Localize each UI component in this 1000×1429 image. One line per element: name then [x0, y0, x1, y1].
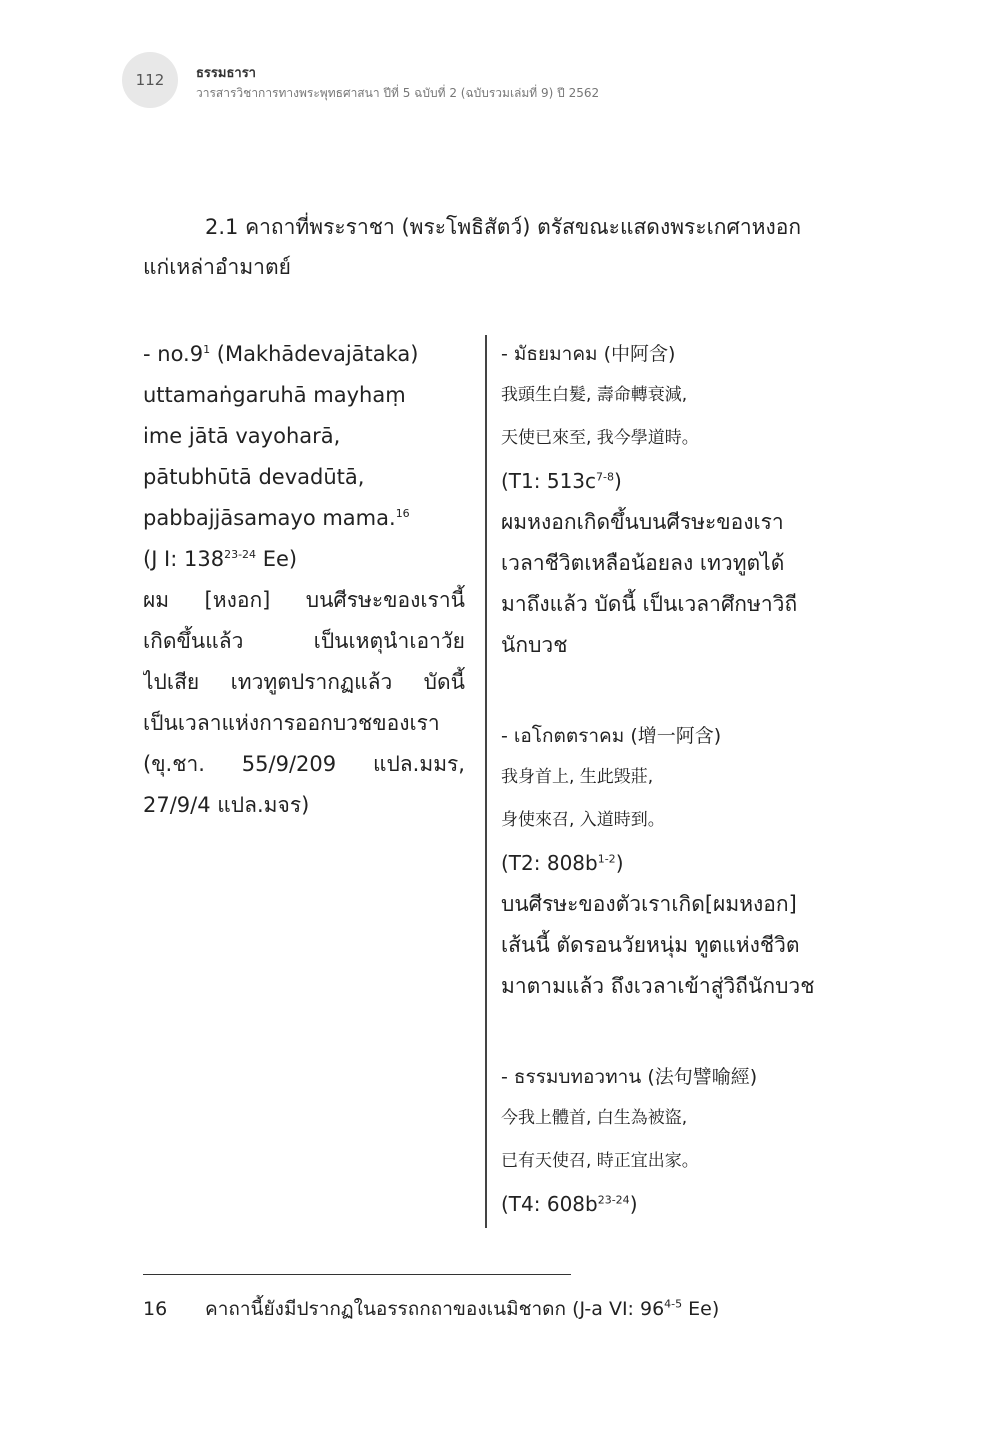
chinese-verse-line: 身使來召, 入道時到。	[501, 810, 665, 830]
section-heading	[143, 207, 843, 287]
footnote-separator	[143, 1274, 571, 1275]
thai-translation-line: เส้นนี้ ตัดรอนวัยหนุ่ม ทูตแห่งชีวิต	[501, 933, 800, 957]
pali-column	[143, 334, 465, 826]
reference-text: Ee)	[256, 547, 298, 571]
taisho-reference	[501, 842, 831, 884]
section-heading-line: 2.1 คาถาที่พระราชา (พระโพธิสัตว์) ตรัสขณะแสดงพระเกศาหงอก	[205, 215, 802, 239]
source-name: (Makhādevajātaka)	[210, 342, 419, 366]
thai-translation-line: บนศีรษะของตัวเราเกิด[ผมหงอก]	[501, 892, 797, 916]
section-heading-line: แก่เหล่าอำมาตย์	[143, 255, 291, 279]
thai-translation-line: ไปเสีย เทวทูตปรากฏแล้ว บัดนี้	[143, 670, 465, 694]
pali-verse-line: ime jātā vayoharā,	[143, 424, 341, 448]
footnote-text: คาถานี้ยังมีปรากฏในอรรถกถาของเนมิชาดก (J-a VI: 96	[205, 1298, 665, 1320]
footnote-ref: 16	[395, 507, 410, 520]
thai-translation-line: (ขุ.ชา. 55/9/209 แปล.มมร,	[143, 752, 465, 776]
footnote	[143, 1294, 863, 1324]
thai-translation-line: นักบวช	[501, 633, 568, 657]
thai-translation-line: เกิดขึ้นแล้ว เป็นเหตุนำเอาวัย	[143, 629, 465, 653]
thai-translation-line: เวลาชีวิตเหลือน้อยลง เทวทูตได้	[501, 551, 785, 575]
pali-verse-line	[143, 498, 465, 539]
chinese-verse-line: 我身首上, 生此毁莊,	[501, 767, 654, 787]
pali-verse-text: pabbajjāsamayo mama.	[143, 506, 396, 530]
section-gap	[501, 666, 831, 716]
source-label: - no.9	[143, 342, 204, 366]
taisho-reference	[501, 1183, 831, 1225]
reference-sup: 1-2	[597, 852, 616, 866]
footnote-text-end: Ee)	[682, 1298, 720, 1320]
chinese-verse-line: 我頭生白髮, 壽命轉衰減,	[501, 385, 688, 405]
footnote-ref: 1	[203, 343, 211, 356]
journal-title: ธรรมธารา	[196, 66, 256, 81]
reference-text: (T2: 808b	[501, 851, 598, 875]
reference-text: )	[629, 1192, 638, 1216]
thai-translation-line: ผมหงอกเกิดขึ้นบนศีรษะของเรา	[501, 510, 784, 534]
thai-translation-line: เป็นเวลาแห่งการออกบวชของเรา	[143, 711, 440, 735]
footnote-number: 16	[143, 1298, 168, 1320]
chinese-verse-line: 已有天使召, 時正宜出家。	[501, 1151, 699, 1171]
thai-translation-line: ผม [หงอก] บนศีรษะของเรานี้	[143, 588, 465, 612]
thai-translation-line: 27/9/4 แปล.มจร)	[143, 793, 310, 817]
parallel-heading: - เอโกตตราคม (增一阿含)	[501, 725, 722, 747]
section-gap	[501, 1007, 831, 1057]
reference-text: (T4: 608b	[501, 1192, 598, 1216]
reference-text: )	[613, 469, 622, 493]
column-divider	[485, 335, 487, 1228]
source-title	[143, 334, 465, 375]
reference-text: )	[615, 851, 624, 875]
footnote-sup: 4-5	[664, 1297, 683, 1311]
chinese-parallels-column	[501, 334, 831, 1225]
reference-text: (T1: 513c	[501, 469, 597, 493]
pali-verse-line: uttamaṅgaruhā mayhaṃ	[143, 383, 406, 407]
parallel-heading: - ธรรมบทอวทาน (法句譬喻經)	[501, 1066, 758, 1088]
thai-translation-line: มาตามแล้ว ถึงเวลาเข้าสู่วิถีนักบวช	[501, 974, 815, 998]
taisho-reference	[501, 460, 831, 502]
reference-sup: 23-24	[597, 1193, 630, 1207]
thai-translation-line: มาถึงแล้ว บัดนี้ เป็นเวลาศึกษาวิถี	[501, 592, 798, 616]
pali-verse-line: pātubhūtā devadūtā,	[143, 465, 365, 489]
page-number: 112	[135, 71, 165, 89]
reference-text: (J I: 138	[143, 547, 225, 571]
reference-sup: 7-8	[596, 470, 614, 484]
pali-reference	[143, 539, 465, 580]
parallel-heading: - มัธยมาคม (中阿含)	[501, 343, 676, 365]
reference-sup: 23-24	[224, 548, 257, 561]
chinese-verse-line: 今我上體首, 白生為被盜,	[501, 1108, 688, 1128]
journal-subtitle: วารสารวิชาการทางพระพุทธศาสนา ปีที่ 5 ฉบับที่ 2 (ฉบับรวมเล่มที่ 9) ปี 2562	[196, 86, 600, 100]
page-number-badge	[122, 52, 178, 108]
chinese-verse-line: 天使已來至, 我今學道時。	[501, 428, 699, 448]
